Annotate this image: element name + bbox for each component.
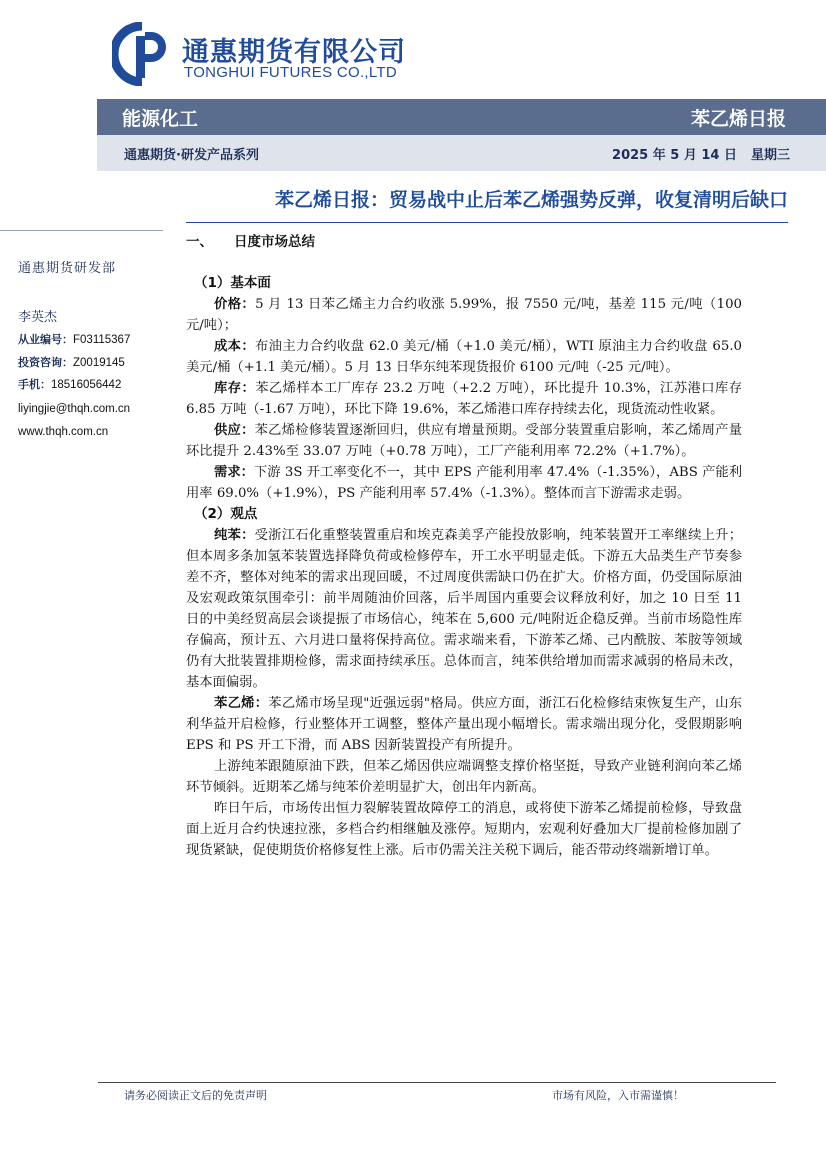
section-heading [186,232,742,253]
view-styrene [186,693,742,756]
para-text: 苯乙烯样本工厂库存 23.2 万吨（+2.2 万吨），环比提升 10.3%，江苏港口库存 6.85 万吨（-1.67 万吨），环比下降 19.6%，苯乙烯港口库存持续去化，现货流动性收紧。 [186,381,742,417]
license-row [18,334,168,347]
series-label: 通惠期货·研发产品系列 [124,148,259,163]
subsection-views: （2）观点 [194,506,258,522]
para-label: 供应： [214,423,255,438]
report-date [612,144,790,163]
para-text: 布油主力合约收盘 62.0 美元/桶（+1.0 美元/桶），WTI 原油主力合约收盘 65.0 美元/桶（+1.1 美元/桶）。5 月 13 日华东纯苯现货报价 6100 元/吨（-25 元/吨）。 [186,339,743,375]
title-divider [186,222,788,223]
view-benzene [186,525,742,693]
view-spread [186,756,742,798]
license-label: 从业编号： [18,333,73,346]
para-text: 上游纯苯跟随原油下跌，但苯乙烯因供应端调整支撑价格坚挺，导致产业链利润向苯乙烯环节倾斜。近期苯乙烯与纯苯价差明显扩大，创出年内新高。 [186,759,742,795]
website-link[interactable]: www.thqh.com.cn [18,426,109,438]
license-value: F03115367 [73,334,131,346]
para-label: 苯乙烯： [214,696,269,711]
section-title: 日度市场总结 [234,234,315,250]
para-text: 受浙江石化重整装置重启和埃克森美孚产能投放影响，纯苯装置开工率继续上升；但本周多条加氢苯装置选择降负荷或检修停车，开工水平明显走低。下游五大品类生产节奏参差不齐，整体对纯苯的需求出现回暖，不过周度供需缺口仍在扩大。价格方面，仍受国际原油及宏观政策氛围牵引：前半周随油价回落，后半周国内重要会议释放利好，加之 10 日至 11 日的中美经贸高层会谈提振了市场信心，纯苯在 5,600 元/吨附近企稳反弹。当前市场隐性库存偏高，预计五、六月进口量将保持高位。需求端来看，下游苯乙烯、己内酰胺、苯胺等领域仍有大批装置排期检修，需求面持续承压。总体而言，纯苯供给增加而需求减弱的格局未改，基本面偏弱。 [186,528,743,690]
page-title: 苯乙烯日报：贸易战中止后苯乙烯强势反弹，收复清明后缺口 [274,189,788,211]
para-text: 昨日午后，市场传出恒力裂解装置故障停工的消息，或将使下游苯乙烯提前检修，导致盘面上近月合约快速拉涨，多档合约相继触及涨停。短期内，宏观利好叠加大厂提前检修加剧了现货紧缺，促使期货价格修复性上涨。后市仍需关注关税下调后，能否带动终端新增订单。 [186,801,742,858]
para-text: 苯乙烯检修装置逐渐回归，供应有增量预期。受部分装置重启影响，苯乙烯周产量环比提升 2.43%至 33.07 万吨（+0.78 万吨），工厂产能利用率 72.2%（+1.7%）。 [186,423,743,459]
report-name: 苯乙烯日报 [690,108,786,130]
para-label: 价格： [214,297,256,312]
para-label: 需求： [214,465,254,480]
fundamental-inventory [186,378,742,420]
department-name: 通惠期货研发部 [18,261,117,276]
sidebar-divider [0,230,163,231]
para-text: 苯乙烯市场呈现"近强远弱"格局。供应方面，浙江石化检修结束恢复生产，山东利华益开启检修，行业整体开工调整，整体产量出现小幅增长。需求端出现分化，受假期影响 EPS 和 PS 开工下滑，而 ABS 因新装置投产有所提升。 [186,696,742,753]
para-text: 5 月 13 日苯乙烯主力合约收涨 5.99%，报 7550 元/吨，基差 115 元/吨（100 元/吨）； [186,297,743,333]
analyst-sidebar [18,262,168,439]
para-label: 纯苯： [214,528,255,543]
section-number: 一、 [186,234,213,250]
report-body [186,232,742,861]
fundamental-cost [186,336,742,378]
para-text: 下游 3S 开工率变化不一，其中 EPS 产能利用率 47.4%（-1.35%），ABS 产能利用率 69.0%（+1.9%），PS 产能利用率 57.4%（-1.3%）。整体而言下游需求走弱。 [186,465,743,501]
date-text: 2025 年 5 月 14 日 [612,148,737,163]
company-name-cn: 通惠期货有限公司 [182,37,406,68]
footer-divider [98,1082,776,1083]
advisory-label: 投资咨询： [18,355,73,369]
disclaimer-note: 请务必阅读正文后的免责声明 [124,1089,267,1102]
phone-label: 手机： [18,378,51,391]
fundamental-supply [186,420,742,462]
subsection-fundamentals: （1）基本面 [194,275,271,291]
advisory-value: Z0019145 [73,356,125,369]
risk-warning: 市场有风险，入市需谨慎！ [552,1089,684,1102]
phone-row [18,379,168,392]
fundamental-price [186,294,742,336]
advisory-row [18,357,168,370]
view-outlook [186,798,742,861]
para-label: 库存： [214,381,256,396]
company-name-en: TONGHUI FUTURES CO.,LTD [184,64,398,81]
phone-value: 18516056442 [51,379,122,391]
weekday-text: 星期三 [750,148,790,163]
sector-label: 能源化工 [122,108,199,130]
email-link[interactable]: liyingjie@thqh.com.cn [18,402,131,415]
company-logo-icon [112,22,168,86]
fundamental-demand [186,462,742,504]
para-label: 成本： [214,339,256,354]
analyst-name: 李英杰 [18,310,58,325]
